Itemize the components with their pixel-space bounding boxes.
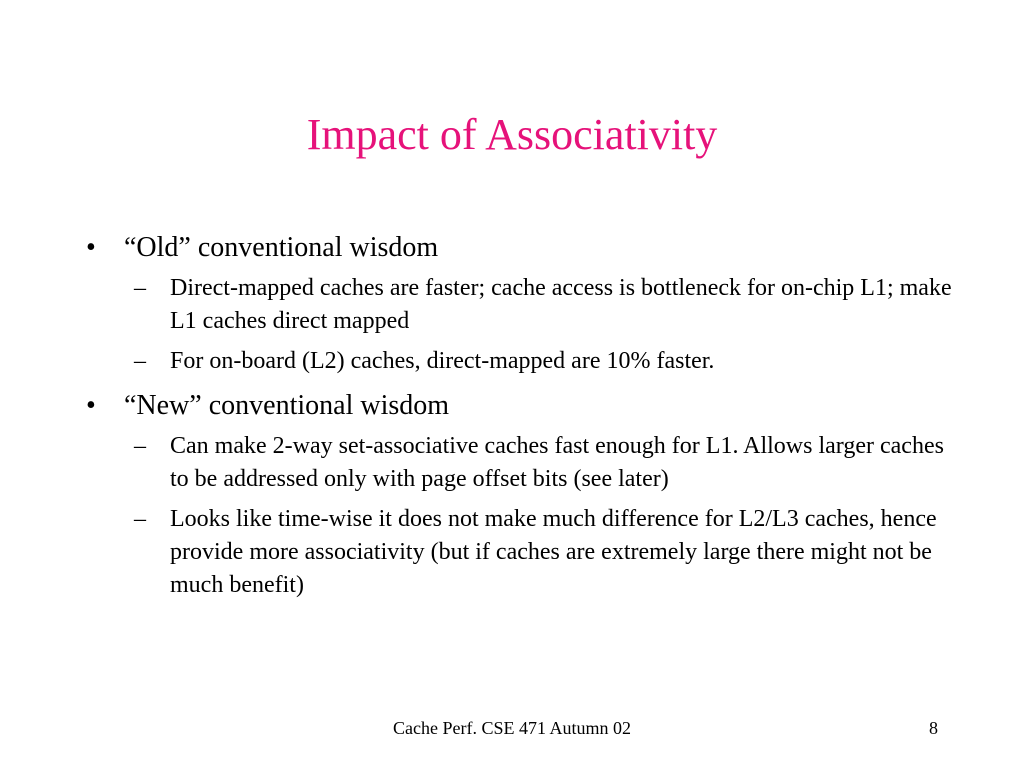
sub-bullet-item <box>86 272 956 338</box>
slide-title: Impact of Associativity <box>306 110 718 159</box>
footer-course-label: Cache Perf. CSE 471 Autumn 02 <box>393 718 631 738</box>
sub-bullet-list <box>86 430 956 602</box>
dash-icon: – <box>134 348 146 374</box>
sub-bullet-text: Looks like time-wise it does not make much difference for L2/L3 caches, hence provide more associativity (but if caches are extremely large there might not be much benefit) <box>170 506 937 598</box>
bullet-new-wisdom <box>86 388 956 424</box>
dash-icon: – <box>134 433 146 459</box>
sub-bullet-item <box>86 503 956 602</box>
sub-bullet-item <box>86 345 956 378</box>
page-number: 8 <box>929 718 938 738</box>
bullet-dot-icon: • <box>86 232 96 263</box>
sub-bullet-item <box>86 430 956 496</box>
bullet-text: “Old” conventional wisdom <box>124 232 439 263</box>
sub-bullet-list <box>86 272 956 378</box>
dash-icon: – <box>134 275 146 301</box>
bullet-old-wisdom <box>86 230 956 266</box>
slide-content <box>86 230 956 612</box>
sub-bullet-text: For on-board (L2) caches, direct-mapped are 10% faster. <box>170 348 715 374</box>
sub-bullet-text: Direct-mapped caches are faster; cache access is bottleneck for on-chip L1; make L1 caches direct mapped <box>170 275 952 334</box>
dash-icon: – <box>134 506 146 532</box>
bullet-text: “New” conventional wisdom <box>124 390 450 421</box>
sub-bullet-text: Can make 2-way set-associative caches fast enough for L1. Allows larger caches to be addressed only with page offset bits (see later) <box>170 433 944 492</box>
bullet-dot-icon: • <box>86 390 96 421</box>
